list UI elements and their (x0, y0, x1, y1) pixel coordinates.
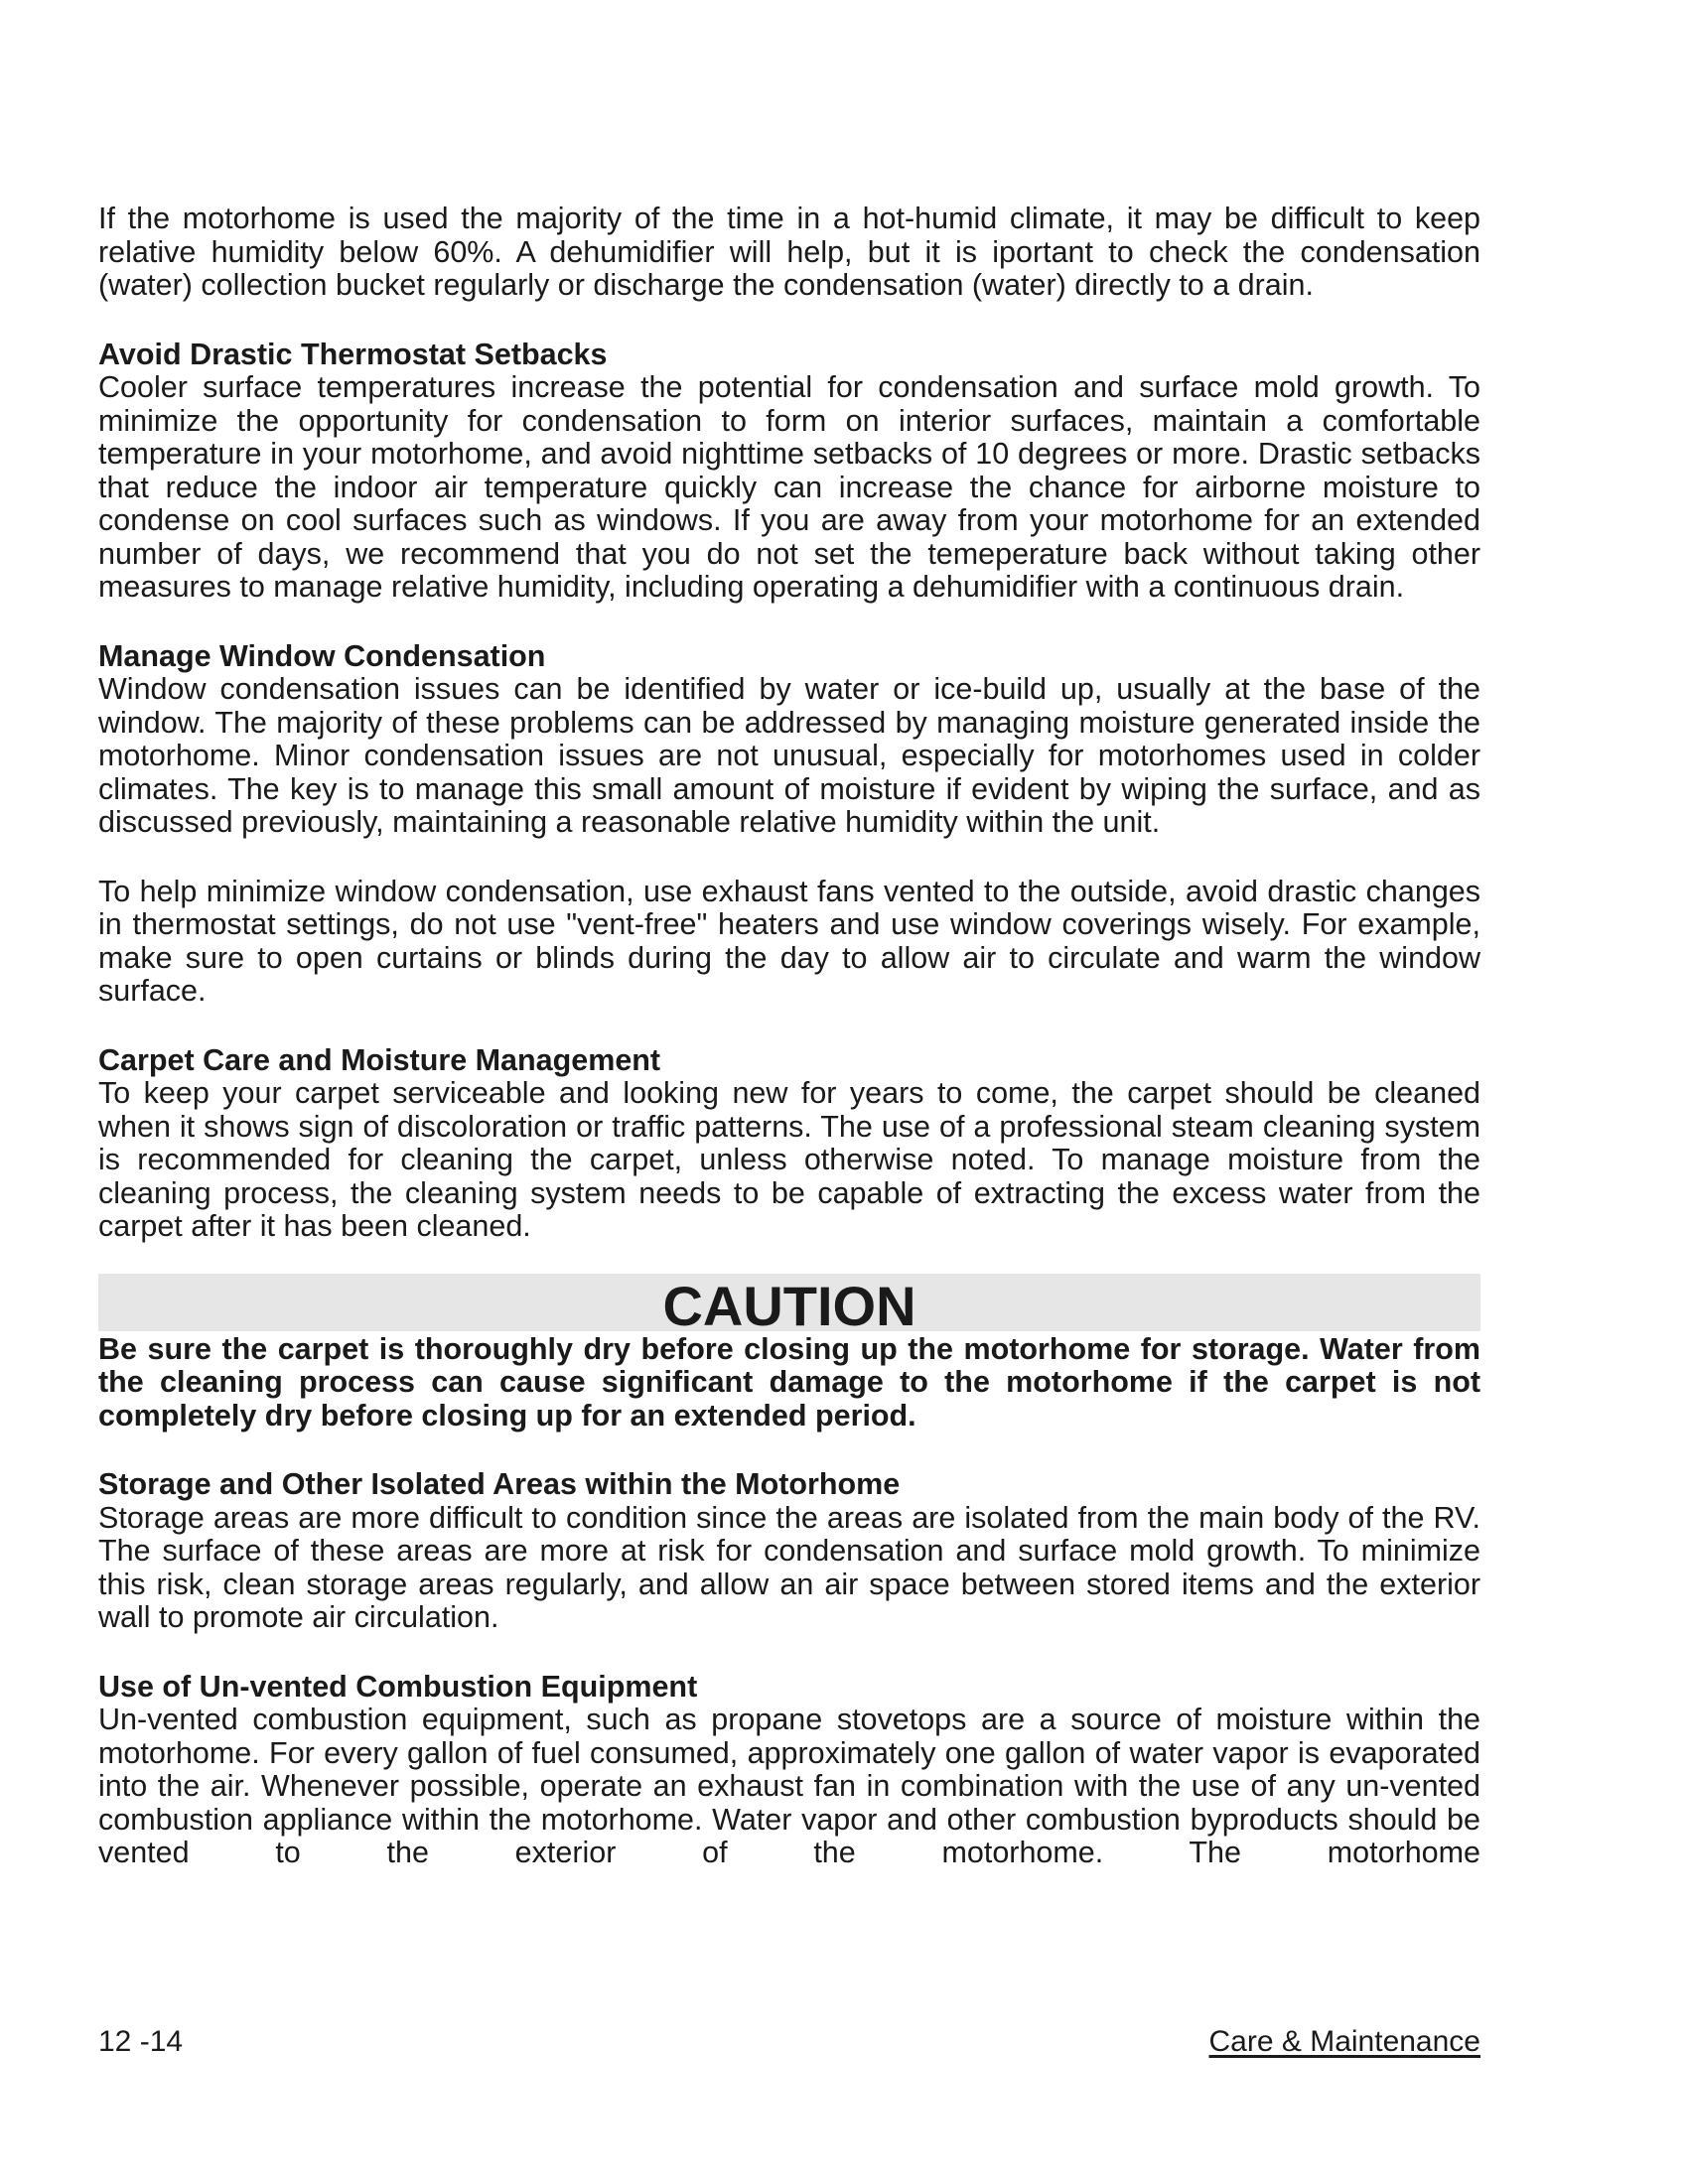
window-heading: Manage Window Condensation (98, 638, 546, 673)
combustion-heading: Use of Un-vented Combustion Equipment (98, 1669, 698, 1704)
thermostat-heading: Avoid Drastic Thermostat Setbacks (98, 337, 608, 371)
page-number: 12 -14 (98, 2025, 184, 2058)
carpet-paragraph: To keep your carpet serviceable and looking new for years to come, the carpet should be cleaned when it shows sign of discoloration or traffic patterns. The use of a professional steam cleaning system is recommended for cleaning the carpet, unless otherwise noted. To manage moisture from the cleaning process, the cleaning system needs to be capable of extracting the excess water from the carpet after it has been cleaned. (98, 1076, 1480, 1243)
window-paragraph: Window condensation issues can be identified by water or ice-build up, usually at the base of the window. The majority of these problems can be addressed by managing moisture generated inside the motorhome. Minor condensation issues are not unusual, especially for motorhomes used in colder climates. The key is to manage this small amount of moisture if evident by wiping the surface, and as discussed previously, maintaining a reasonable relative humidity within the unit. (98, 672, 1480, 839)
carpet-heading: Carpet Care and Moisture Management (98, 1042, 661, 1077)
combustion-paragraph: Un-vented combustion equipment, such as propane stovetops are a source of moisture within the motorhome. For every gallon of fuel consumed, approximately one gallon of water vapor is evaporated into the air. Whenever possible, operate an exhaust fan in combination with the use of any un-vented combustion appliance within the motorhome. Water vapor and other combustion byproducts should be vented to the exterior of the motorhome. The motorhome (98, 1703, 1480, 1869)
page-content (98, 203, 1480, 1870)
storage-heading: Storage and Other Isolated Areas within the Motorhome (98, 1467, 901, 1501)
storage-paragraph: Storage areas are more difficult to condition since the areas are isolated from the main body of the RV. The surface of these areas are more at risk for condensation and surface mold growth. To minimize this risk, clean storage areas regularly, and allow an air space between stored items and the exterior wall to promote air circulation. (98, 1500, 1480, 1634)
thermostat-paragraph: Cooler surface temperatures increase the potential for condensation and surface mold growth. To minimize the opportunity for condensation to form on interior surfaces, maintain a comfortable temperature in your motorhome, and avoid nighttime setbacks of 10 degrees or more. Drastic setbacks that reduce the indoor air temperature quickly can increase the chance for airborne moisture to condense on cool surfaces such as windows. If you are away from your motorhome for an extended number of days, we recommend that you do not set the temeperature back without taking other measures to manage relative humidity, including operating a dehumidifier with a continuous drain. (98, 370, 1480, 604)
caution-paragraph: Be sure the carpet is thoroughly dry before closing up the motorhome for storage. Water from the cleaning process can cause significant damage to the motorhome if the carpet is not completely dry before closing up for an extended period. (98, 1331, 1480, 1433)
caution-title: CAUTION (662, 1274, 916, 1337)
window-paragraph-2: To help minimize window condensation, use exhaust fans vented to the outside, avoid drastic changes in thermostat settings, do not use "vent-free" heaters and use window coverings wisely. For example, make sure to open curtains or blinds during the day to allow air to circulate and warm the window surface. (98, 874, 1480, 1008)
intro-paragraph: If the motorhome is used the majority of the time in a hot-humid climate, it may be difficult to keep relative humidity below 60%. A dehumidifier will help, but it is iportant to check the condensation (water) collection bucket regularly or discharge the condensation (water) directly to a drain. (98, 202, 1480, 302)
caution-banner (98, 1274, 1480, 1337)
section-name: Care & Maintenance (1208, 2025, 1480, 2058)
